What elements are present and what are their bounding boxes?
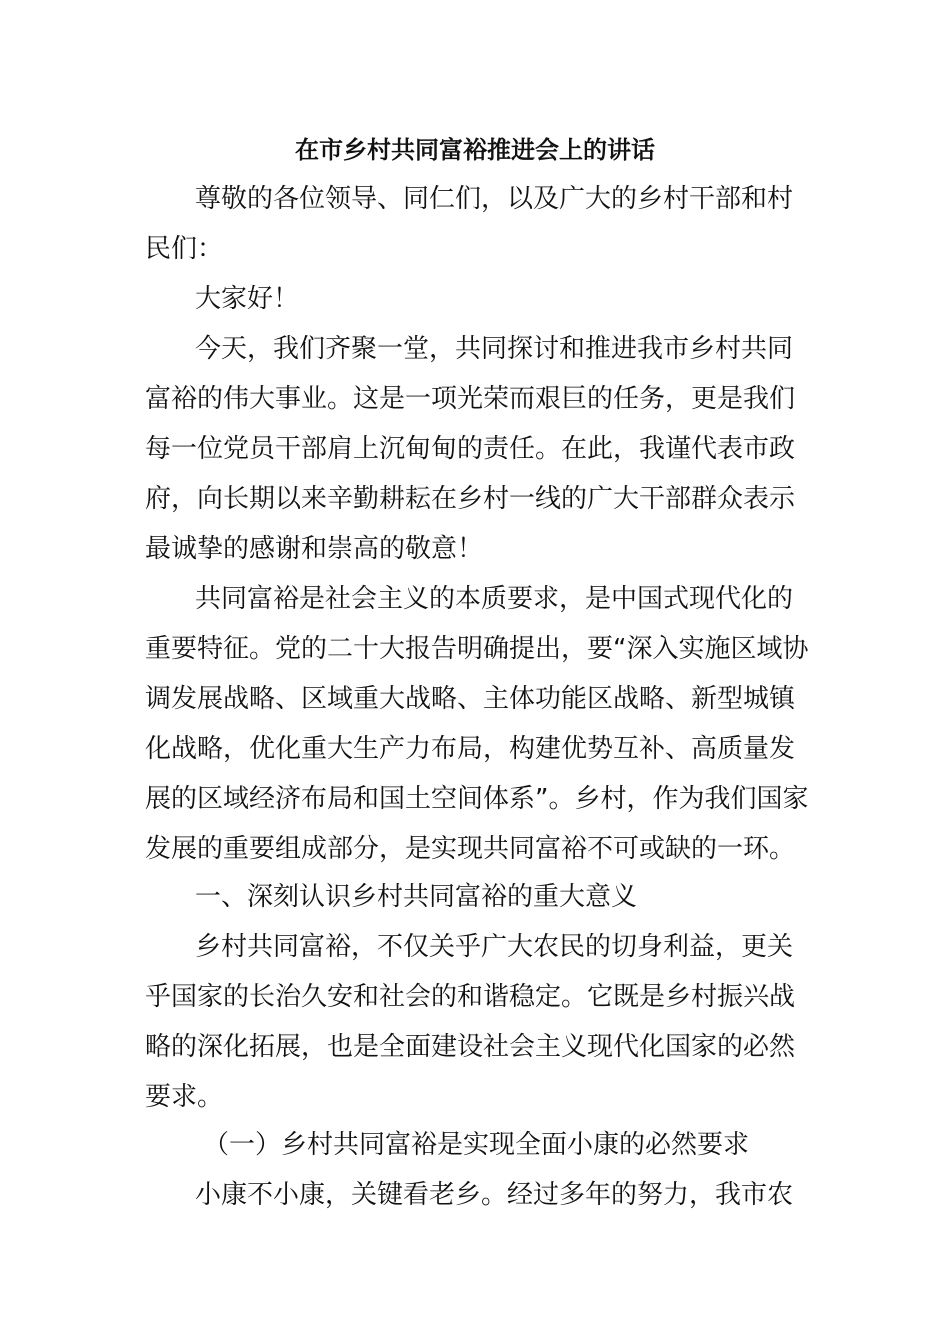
- text-line: 重要特征。党的二十大报告明确提出，要“深入实施区域协: [145, 634, 809, 664]
- section-heading: 一、深刻认识乡村共同富裕的重大意义: [195, 882, 638, 912]
- text-line: 化战略，优化重大生产力布局，构建优势互补、高质量发: [145, 734, 796, 764]
- text-line: 每一位党员干部肩上沉甸甸的责任。在此，我谨代表市政: [145, 434, 796, 464]
- text-line: 展的区域经济布局和国土空间体系”。乡村，作为我们国家: [145, 784, 809, 814]
- text-line: 乡村共同富裕，不仅关乎广大农民的切身利益，更关: [195, 932, 794, 962]
- text-line: 尊敬的各位领导、同仁们，以及广大的乡村干部和村: [195, 184, 794, 214]
- text-line: 小康不小康，关键看老乡。经过多年的努力，我市农: [195, 1180, 794, 1210]
- text-line: 富裕的伟大事业。这是一项光荣而艰巨的任务，更是我们: [145, 384, 796, 414]
- text-line: 最诚挚的感谢和崇高的敬意！: [145, 534, 484, 564]
- text-line: 略的深化拓展，也是全面建设社会主义现代化国家的必然: [145, 1032, 796, 1062]
- subsection-heading: （一）乡村共同富裕是实现全面小康的必然要求: [203, 1130, 750, 1160]
- text-line: 府，向长期以来辛勤耕耘在乡村一线的广大干部群众表示: [145, 484, 796, 514]
- text-line: 调发展战略、区域重大战略、主体功能区战略、新型城镇: [145, 684, 796, 714]
- text-line: 大家好！: [195, 284, 300, 314]
- document-title: 在市乡村共同富裕推进会上的讲话: [295, 136, 655, 164]
- text-line: 民们：: [145, 234, 224, 264]
- text-line: 乎国家的长治久安和社会的和谐稳定。它既是乡村振兴战: [145, 982, 796, 1012]
- text-line: 要求。: [145, 1082, 224, 1112]
- text-line: 发展的重要组成部分，是实现共同富裕不可或缺的一环。: [145, 834, 796, 864]
- text-line: 今天，我们齐聚一堂，共同探讨和推进我市乡村共同: [195, 334, 794, 364]
- text-line: 共同富裕是社会主义的本质要求，是中国式现代化的: [195, 584, 794, 614]
